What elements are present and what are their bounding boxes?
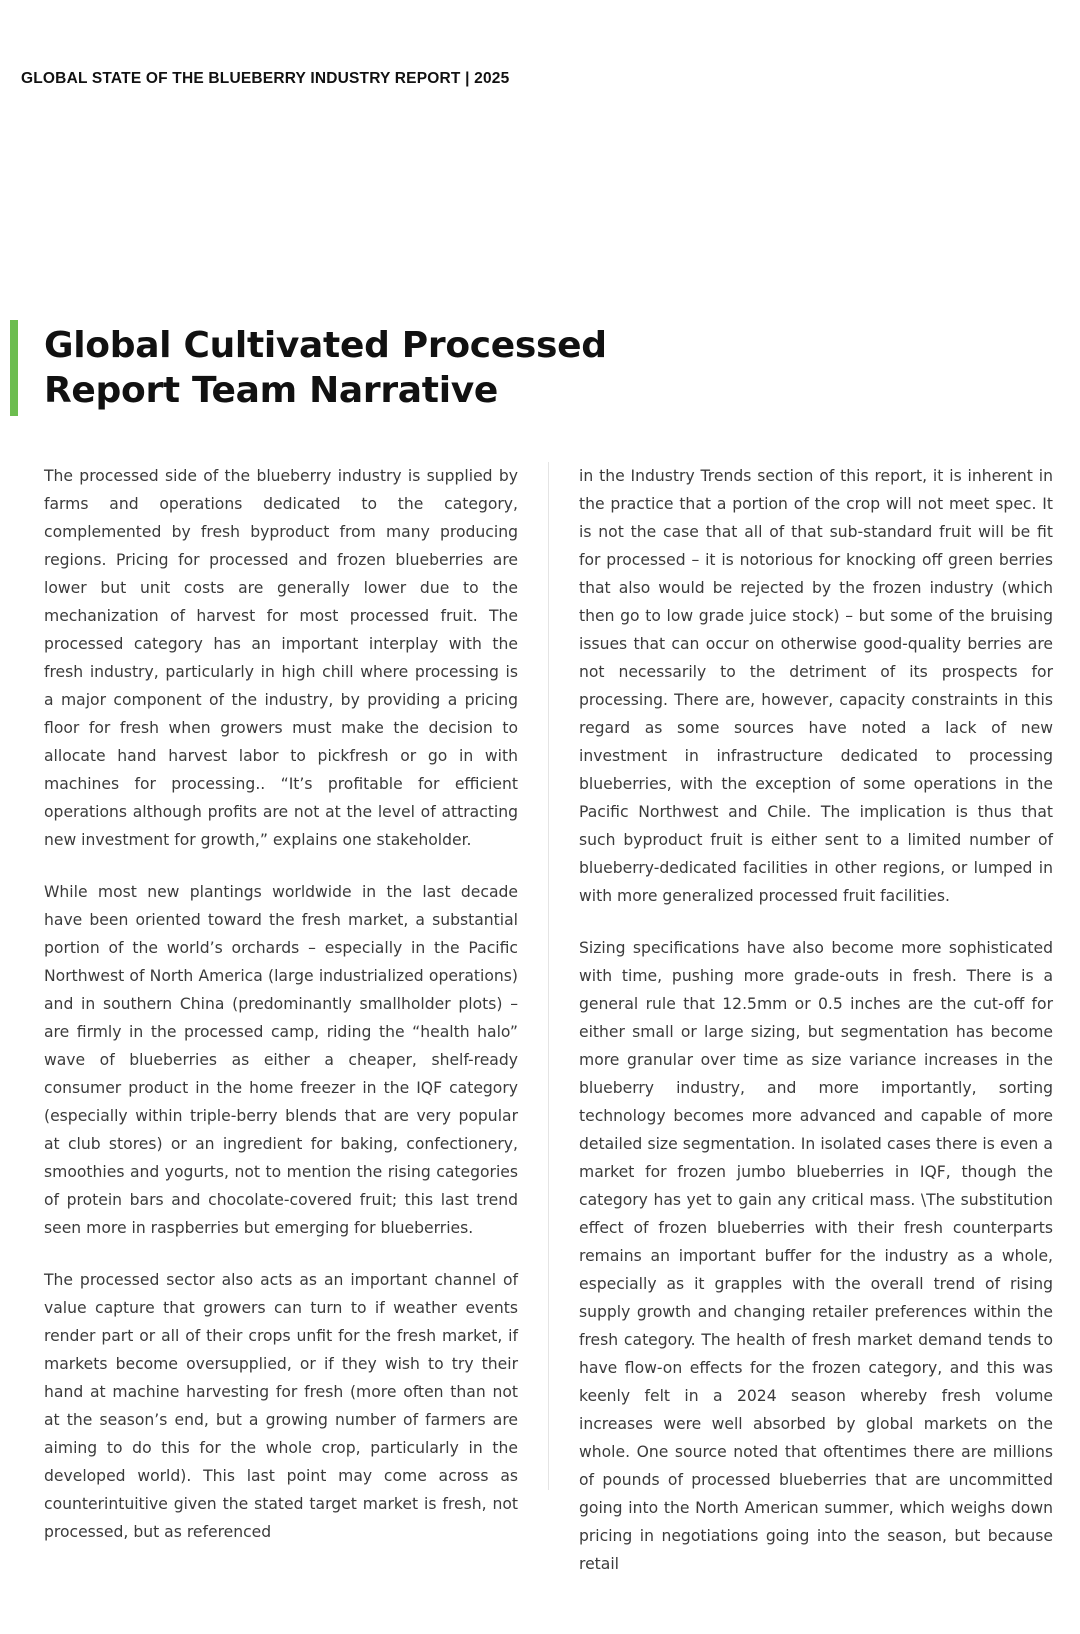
page-title-line-2: Report Team Narrative xyxy=(44,370,499,411)
body-paragraph: in the Industry Trends section of this report, it is inherent in the practice that a portion of the crop will not meet spec. It is not the case that all of that sub-standard fruit will be fit for processed – it is notorious for knocking off green berries that also would be rejected by the frozen industry (which then go to low grade juice stock) – but some of the bruising issues that can occur on otherwise good-quality berries are not necessarily to the detriment of its prospects for processing. There are, however, capacity constraints in this regard as some sources have noted a lack of new investment in infrastructure dedicated to processing blueberries, with the exception of some operations in the Pacific Northwest and Chile. The implication is thus that such byproduct fruit is either sent to a limited number of blueberry-dedicated facilities in other regions, or lumped in with more generalized processed fruit facilities. xyxy=(579,467,1053,905)
page-title xyxy=(44,323,694,413)
body-paragraph: The processed sector also acts as an important channel of value capture that growers can turn to if weather events render part or all of their crops unfit for the fresh market, if markets become oversupplied, or if they wish to try their hand at machine harvesting for fresh (more often than not at the season’s end, but a growing number of farmers are aiming to do this for the whole crop, particularly in the developed world). This last point may come across as counterintuitive given the stated target market is fresh, not processed, but as referenced xyxy=(44,1271,518,1541)
page-title-line-1: Global Cultivated Processed xyxy=(44,325,607,366)
body-paragraph: Sizing specifications have also become more sophisticated with time, pushing more grade-outs in fresh. There is a general rule that 12.5mm or 0.5 inches are the cut-off for either small or large sizing, but segmentation has become more granular over time as size variance increases in the blueberry industry, and more importantly, sorting technology becomes more advanced and capable of more detailed size segmentation. In isolated cases there is even a market for frozen jumbo blueberries in IQF, though the category has yet to gain any critical mass. \The substitution effect of frozen blueberries with their fresh counterparts remains an important buffer for the industry as a whole, especially as it grapples with the overall trend of rising supply growth and changing retailer preferences within the fresh category. The health of fresh market demand tends to have flow-on effects for the frozen category, and this was keenly felt in a 2024 season whereby fresh volume increases were well absorbed by global markets on the whole. One source noted that oftentimes there are millions of pounds of processed blueberries that are uncommitted going into the North American summer, which weighs down pricing in negotiations going into the season, but because retail xyxy=(579,939,1053,1573)
left-column xyxy=(44,462,518,1546)
running-header: GLOBAL STATE OF THE BLUEBERRY INDUSTRY REPORT | 2025 xyxy=(21,70,510,87)
body-paragraph: The processed side of the blueberry industry is supplied by farms and operations dedicated to the category, complemented by fresh byproduct from many producing regions. Pricing for processed and frozen blueberries are lower but unit costs are generally lower due to the mechanization of harvest for most processed fruit. The processed category has an important interplay with the fresh industry, particularly in high chill where processing is a major component of the industry, by providing a pricing floor for fresh when growers must make the decision to allocate hand harvest labor to pickfresh or go in with machines for processing.. “It’s profitable for efficient operations although profits are not at the level of attracting new investment for growth,” explains one stakeholder. xyxy=(44,467,518,849)
column-divider xyxy=(548,462,549,1490)
title-accent-bar xyxy=(10,320,18,416)
right-column xyxy=(579,462,1053,1578)
body-paragraph: While most new plantings worldwide in the last decade have been oriented toward the fresh market, a substantial portion of the world’s orchards – especially in the Pacific Northwest of North America (large industrialized operations) and in southern China (predominantly smallholder plots) – are firmly in the processed camp, riding the “health halo” wave of blueberries as either a cheaper, shelf-ready consumer product in the home freezer in the IQF category (especially within triple-berry blends that are very popular at club stores) or an ingredient for baking, confectionery, smoothies and yogurts, not to mention the rising categories of protein bars and chocolate-covered fruit; this last trend seen more in raspberries but emerging for blueberries. xyxy=(44,883,518,1237)
